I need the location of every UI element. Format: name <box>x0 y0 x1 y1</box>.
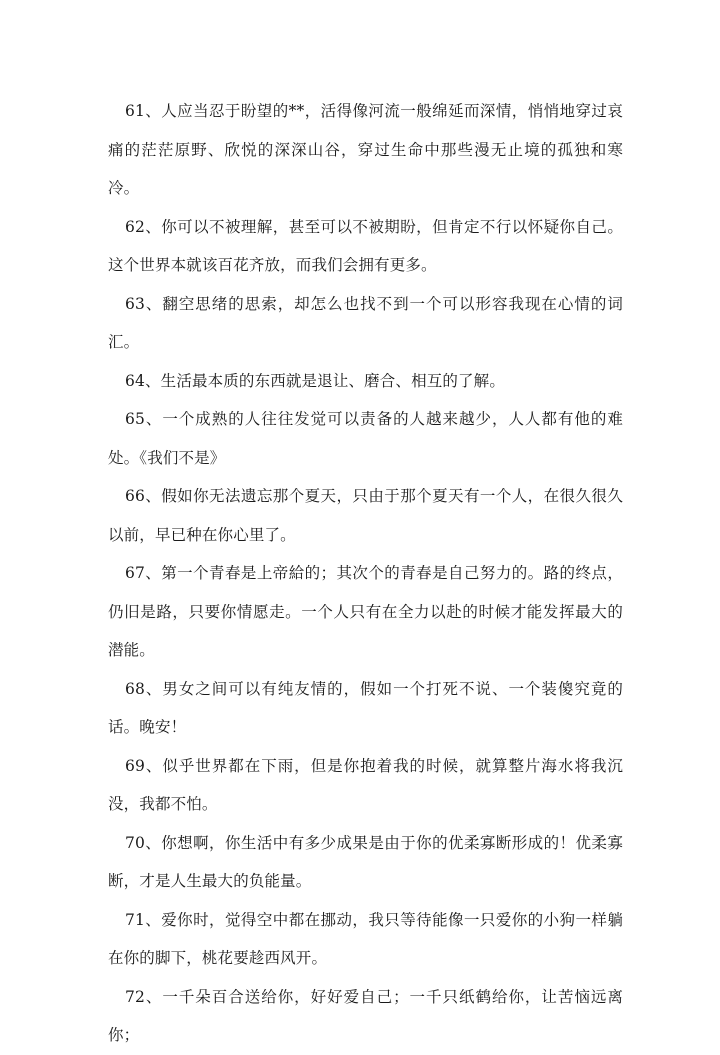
quote-entry-72: 72、一千朵百合送给你，好好爱自己；一千只纸鹤给你，让苦恼远离你； <box>108 987 623 1044</box>
quote-entry-63: 63、翻空思绪的思索，却怎么也找不到一个可以形容我现在心情的词汇。 <box>108 294 623 351</box>
quote-entry-67: 67、第一个青春是上帝給的；其次个的青春是自己努力的。路的终点，仍旧是路，只要你情愿走。一个人只有在全力以赴的时候才能发挥最大的潜能。 <box>108 564 623 659</box>
quote-entry-64: 64、生活最本质的东西就是退让、磨合、相互的了解。 <box>125 371 505 390</box>
quote-entry-62: 62、你可以不被理解，甚至可以不被期盼，但肯定不行以怀疑你自己。这个世界本就该百花齐放，而我们会拥有更多。 <box>108 217 623 274</box>
quote-entry-61: 61、人应当忍于盼望的**，活得像河流一般绵延而深情，悄悄地穿过哀痛的茫茫原野、欣悦的深深山谷，穿过生命中那些漫无止境的孤独和寒冷。 <box>108 102 623 197</box>
quote-entry-70: 70、你想啊，你生活中有多少成果是由于你的优柔寡断形成的！优柔寡断，才是人生最大的负能量。 <box>108 833 623 890</box>
quote-entry-71: 71、爱你时，觉得空中都在挪动，我只等待能像一只爱你的小狗一样躺在你的脚下，桃花要趁西风开。 <box>108 910 623 967</box>
document-body <box>108 92 623 1055</box>
quote-entry-68: 68、男女之间可以有纯友情的，假如一个打死不说、一个装傻究竟的话。晚安！ <box>108 679 623 736</box>
quote-entry-69: 69、似乎世界都在下雨，但是你抱着我的时候，就算整片海水将我沉没，我都不怕。 <box>108 756 623 813</box>
quote-entry-65: 65、一个成熟的人往往发觉可以责备的人越来越少，人人都有他的难处。《我们不是》 <box>108 410 623 467</box>
quote-entry-66: 66、假如你无法遗忘那个夏天，只由于那个夏天有一个人，在很久很久以前，早已种在你心里了。 <box>108 487 623 544</box>
